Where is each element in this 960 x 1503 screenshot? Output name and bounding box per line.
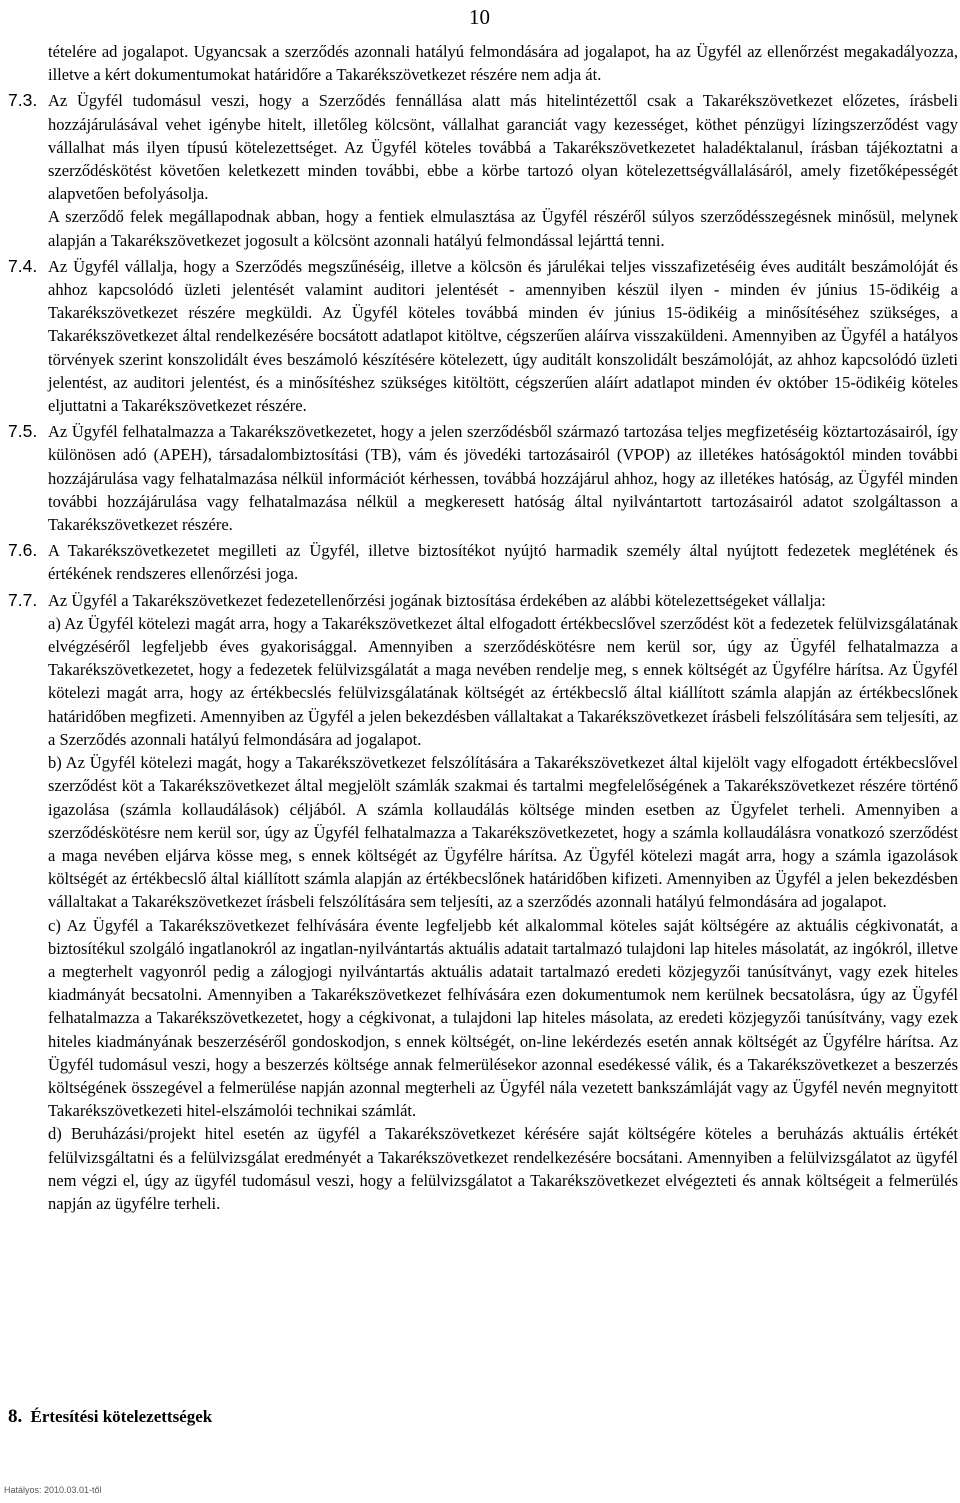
section-number: 7.4. [8, 255, 38, 276]
section-paragraph: Az Ügyfél felhatalmazza a Takarékszövetkezetet, hogy a jelen szerződésből származó tartozása teljes megfizetéséig köztartozásairól, így különösen adó (APEH), társadalombiztosítási (TB), vám és jövedéki tartozásairól (VPOP) az illetékes hatóságoktól minden további hozzájárulása vagy felhatalmazása nélkül információt kérhessen, továbbá hozzájárul ahhoz, hogy az illetékes hatóság, az Ügyfél minden további hozzájárulása vagy felhatalmazása nélkül a megkeresett hatóság által nyilvántartott tartozásairól adatot szolgáltasson a Takarékszövetkezet részére. [48, 422, 958, 535]
section-number: 7.5. [8, 421, 38, 442]
list-item-a: a) Az Ügyfél kötelezi magát arra, hogy a Takarékszövetkezet által elfogadott értékbecslővel szerződést köt a fedezetek felülvizsgálatának elvégzéséről legfeljebb éves gyakorisággal. Amennyiben a szerződéskötésre nem kerül sor, úgy az Ügyfél felhatalmazza a Takarékszövetkezetet, hogy a fedezetek felülvizsgálatát a maga nevében rendelje meg, s ennek költségét az Ügyfélre hárítsa. Az Ügyfél kötelezi magát arra, hogy az értékbecslés felülvizsgálatának költségét az értékbecslő által kiállított számla alapján az értékbecslőnek határidőben megfizeti. Amennyiben az Ügyfél a jelen bekezdésben vállaltakat a Takarékszövetkezet írásbeli felszólítására sem teljesíti, az a Szerződés azonnali hatályú felmondására ad jogalapot. [48, 613, 958, 749]
section-paragraph: A szerződő felek megállapodnak abban, hogy a fentiek elmulasztása az Ügyfél részéről súlyos szerződésszegésnek minősül, melynek alapján a Takarékszövetkezet jogosult a kölcsönt azonnali hatályú felmondással lejárttá tenni. [48, 207, 958, 250]
section-7-4 [8, 255, 958, 417]
section-paragraph: A Takarékszövetkezetet megilleti az Ügyfél, illetve biztosítékot nyújtó harmadik személy által nyújtott fedezetek meglétének és értékének rendszeres ellenőrzési joga. [48, 541, 958, 584]
section-number: 7.6. [8, 540, 38, 561]
section-body [48, 589, 958, 1215]
document-body [8, 40, 958, 1215]
heading-number: 8. [8, 1406, 23, 1427]
list-item-b: b) Az Ügyfél kötelezi magát, hogy a Takarékszövetkezet felszólítására a Takarékszövetkezet által kijelölt vagy elfogadott értékbecslővel szerződést köt a Takarékszövetkezet által megjelölt számlák szakmai és tartalmi megfelelőségének a Takarékszövetkezet részére történő igazolása (számla kollaudálások) céljából. A számla kollaudálás költsége minden esetben az Ügyfelet terheli. Amennyiben a szerződéskötésre nem kerül sor, úgy az Ügyfél felhatalmazza a Takarékszövetkezetet, hogy a számla kollaudálásra vonatkozó szerződést a maga nevében eljárva kösse meg, s ennek költségét az Ügyfélre hárítsa. Az Ügyfél kötelezi magát arra, hogy a számla igazolások költségét az értékbecslő által kiállított számla alapján az értékbecslőnek határidőben kifizeti. Amennyiben az Ügyfél a jelen bekezdésben vállaltakat a Takarékszövetkezet írásbeli felszólítására sem teljesíti, az a szerződés azonnali hatályú felmondására ad jogalapot. [48, 753, 958, 912]
heading-title: Értesítési kötelezettségek [30, 1407, 213, 1426]
section-paragraph: Az Ügyfél tudomásul veszi, hogy a Szerződés fennállása alatt más hitelintézettől csak a Takarékszövetkezet előzetes, írásbeli hozzájárulásával vehet igénybe hitelt, illetőleg kölcsönt, vállalhat garanciát vagy kezességet, köthet pénzügyi lízingszerződést vagy vállalhat más ilyen típusú kötelezettséget. Az Ügyfél köteles továbbá a Takarékszövetkezetet haladéktalanul, írásban tájékoztatni a szerződéskötést követően keletkezett minden további, ebbe a körbe tartozó olyan kötelezettségvállalásáról, amely fizetőképességét alapvetően befolyásolja. [48, 91, 958, 204]
section-paragraph: Az Ügyfél vállalja, hogy a Szerződés megszűnéséig, illetve a kölcsön és járulékai teljes visszafizetéséig éves auditált beszámolóját és ahhoz kapcsolódó üzleti jelentését valamint auditori jelentését - amennyiben készül ilyen - minden év június 15-ödikéig a Takarékszövetkezet részére megküldi. Az Ügyfél köteles továbbá minden év június 15-ödikéig a minősítéséhez szükséges, a Takarékszövetkezet által rendelkezésére bocsátott adatlapot kitöltve, cégszerűen aláírva visszaküldeni. Amennyiben az Ügyfél a hatályos törvények szerint konszolidált éves beszámoló készítésére kötelezett, úgy auditált konszolidált beszámolóját, az ahhoz kapcsolódó üzleti jelentést, az auditori jelentést, és a minősítéshez szükséges kitöltött, cégszerűen aláírt adatlapot minden év október 15-ödikéig köteles eljuttatni a Takarékszövetkezet részére. [48, 256, 958, 416]
section-heading [8, 1405, 212, 1429]
section-7-5 [8, 420, 958, 536]
section-body [48, 539, 958, 585]
list-item-d: d) Beruházási/projekt hitel esetén az ügyfél a Takarékszövetkezet kérésére saját költségére köteles a beruházás aktuális értékét felülvizsgáltatni és a felülvizsgálat eredményét a Takarékszövetkezet rendelkezésére bocsátani. Amennyiben a felülvizsgálatot az ügyfél nem végzi el, úgy az ügyfél tudomásul veszi, hogy a felülvizsgálatot a Takarékszövetkezet elvégezteti és annak költségeit a felmerülés napján az ügyfélre terheli. [48, 1124, 958, 1213]
page-number: 10 [469, 5, 490, 29]
section-7-3 [8, 89, 958, 251]
section-body [48, 89, 958, 251]
section-number: 7.3. [8, 90, 38, 111]
section-7-6 [8, 539, 958, 585]
section-paragraph: Az Ügyfél a Takarékszövetkezet fedezetellenőrzési jogának biztosítása érdekében az alábbi kötelezettségeket vállalja: [48, 590, 826, 610]
section-7-7 [8, 589, 958, 1215]
section-body [48, 420, 958, 536]
section-body [48, 255, 958, 417]
list-item-c: c) Az Ügyfél a Takarékszövetkezet felhívására évente legfeljebb két alkalommal köteles saját költségére az aktuális cégkivonatát, a biztosítékul szolgáló ingatlanokról az ingatlan-nyilvántartás aktuális adatait tartalmazó tulajdoni lap hiteles másolatát, az ingókról, illetve a megterhelt vagyonról pedig a zálogjogi nyilvántartás aktuális adatait tartalmazó eredeti közjegyzői tanúsítványt, vagy ezek hiteles kiadmányát becsatolni. Amennyiben a Takarékszövetkezet felhívására ezen dokumentumok nem kerülnek becsatolásra, úgy az Ügyfél felhatalmazza a Takarékszövetkezetet, hogy a cégkivonat, a tulajdoni lap hiteles másolata, az eredeti közjegyzői tanúsítvány, vagy ezek hiteles kiadmányának beszerzéséről gondoskodjon, s ennek költségét, on-line lekérdezés esetén annak költségét az Ügyfélre hárítsa. Az Ügyfél tudomásul veszi, hogy a beszerzés költsége annak felmerülésekor azonnal esedékessé válik, és a Takarékszövetkezet a beszerzés költségének összegével a felmerülése napján azonnal megterheli az Ügyfél nála vezetett bankszámláját vagy az Ügyfél nevén megnyitott Takarékszövetkezeti hitel-elszámolói technikai számlát. [48, 915, 958, 1121]
intro-paragraph: tételére ad jogalapot. Ugyancsak a szerződés azonnali hatályú felmondására ad jogalapot, ha az Ügyfél az ellenőrzést megakadályozza, illetve a kért dokumentumokat határidőre a Takarékszövetkezet részére nem adja át. [48, 42, 958, 85]
section-number: 7.7. [8, 589, 38, 610]
footer-validity: Hatályos: 2010.03.01-től [4, 1485, 102, 1495]
